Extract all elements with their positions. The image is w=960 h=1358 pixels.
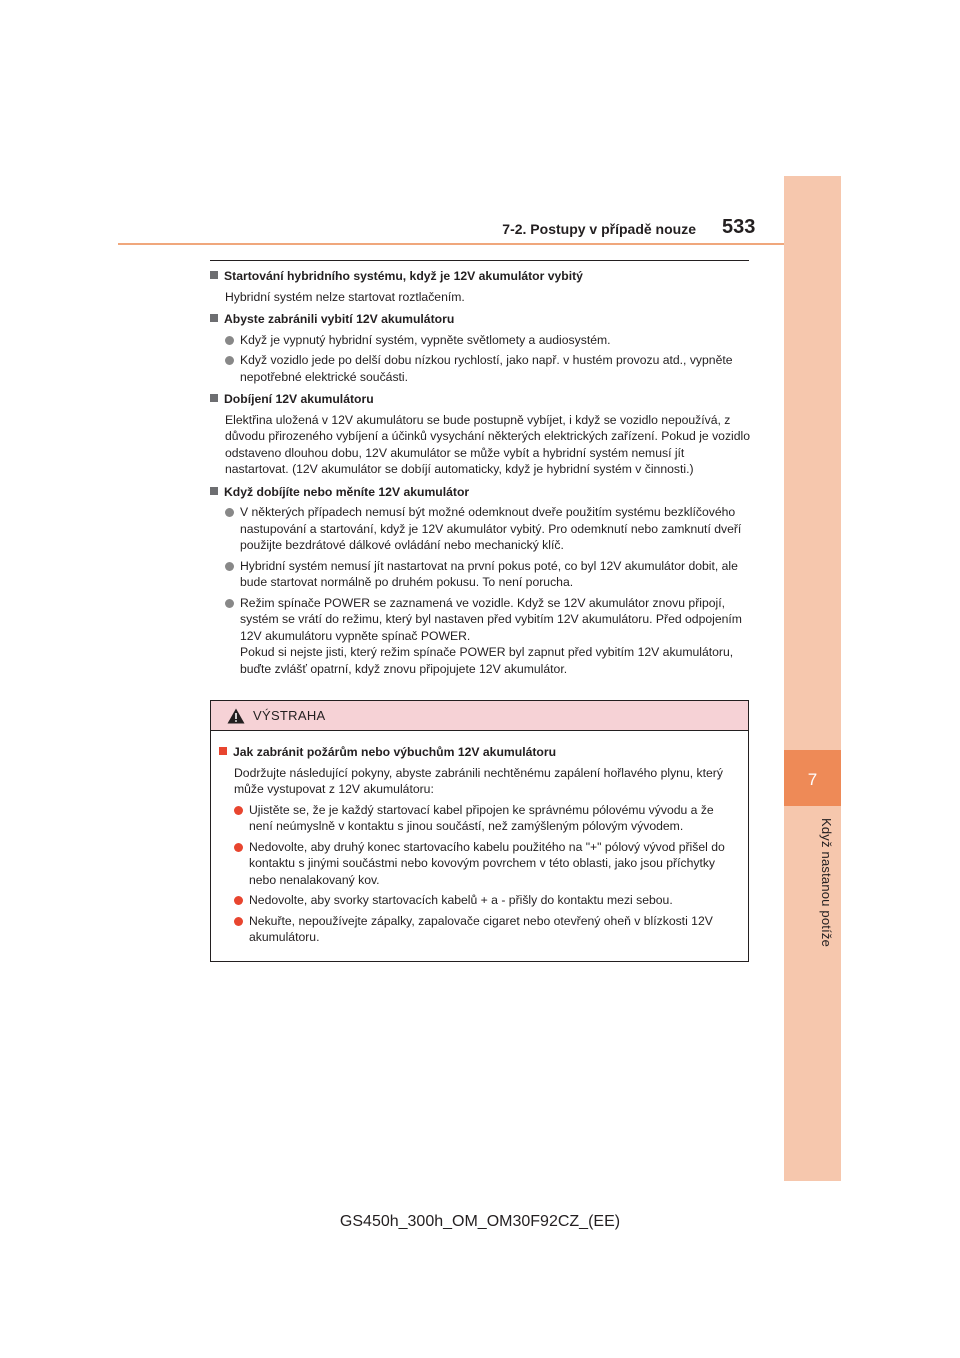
list-item [210,504,750,554]
warning-item [219,802,740,835]
square-bullet-icon [210,487,218,495]
list-item-text: Když je vypnutý hybridní systém, vypněte světlomety a audiosystém. [240,332,611,347]
circle-bullet-icon [225,356,234,365]
document-code: GS450h_300h_OM_OM30F92CZ_(EE) [339,1213,621,1230]
list-item [210,558,750,591]
warning-item-text: Nedovolte, aby druhý konec startovacího kabelu použitého na "+" pólový vývod přišel do kontaktu s jinými součástmi nebo kovovým povrchem v této oblasti, jako jsou příchytky nebo nenalakovaný kov. [249,839,725,887]
warning-box [210,700,749,962]
main-content [210,268,750,677]
square-bullet-icon [210,314,218,322]
warning-item-text: Nedovolte, aby svorky startovacích kabelů + a - přišly do kontaktu mezi sebou. [249,893,673,907]
side-tab [784,176,841,1181]
list-item [210,352,750,385]
warning-item [219,913,740,946]
warning-item [219,839,740,889]
list-item-text: V některých případech nemusí být možné odemknout dveře použitím systému bezklíčového nastupování a startování, když je 12V akumulátor vybitý. Pro odemknutí nebo zamknutí dveří použijte bezdrátové dálkové ovládání nebo mechanický klíč. [240,505,742,552]
content-rule [210,260,749,261]
heading-text: Abyste zabránili vybití 12V akumulátoru [224,312,455,326]
square-bullet-icon [210,394,218,402]
paragraph: Elektřina uložená v 12V akumulátoru se bude postupně vybíjet, i když se vozidlo nepoužívá, z důvodu přirozeného vybíjení a účinků vysychání některých elektrických zařízení. Pokud je vozidlo odstaveno dlouhou dobu, 12V akumulátor se může vybít a hybridní systém nemusí jít nastartovat. (12V akumulátor se dobíjí automaticky, když je hybridní systém v činnosti.) [225,412,751,476]
warning-item-text: Nekuřte, nepoužívejte zápalky, zapalovače cigaret nebo otevřený oheň v blízkosti 12V akumulátoru. [249,913,713,944]
circle-bullet-icon [225,336,234,345]
section-heading [210,391,750,408]
heading-text: Jak zabránit požárům nebo výbuchům 12V akumulátoru [233,745,557,759]
warning-header [211,701,748,731]
circle-bullet-icon [225,508,234,517]
header-rule [118,243,784,245]
circle-bullet-icon [234,806,243,815]
warning-heading [219,744,740,761]
list-item [210,595,750,678]
section-heading [210,311,750,328]
heading-text: Dobíjení 12V akumulátoru [224,392,374,406]
circle-bullet-icon [225,599,234,608]
heading-text: Startování hybridního systému, když je 12V akumulátor vybitý [224,269,583,283]
warning-item-text: Ujistěte se, že je každý startovací kabel připojen ke správnému pólovému vývodu a že není neúmyslně v kontaktu s jinou součástí, než zamýšleným pólovým vývodem. [249,802,714,833]
circle-bullet-icon [225,562,234,571]
list-item [210,332,750,349]
chapter-label: Když nastanou potíže [819,818,834,948]
warning-intro: Dodržujte následující pokyny, abyste zabránili nechtěnému zapálení hořlavého plynu, který může vystupovat z 12V akumulátoru: [234,765,723,796]
warning-body [211,731,748,946]
section-heading [210,484,750,501]
paragraph: Hybridní systém nelze startovat roztlačením. [225,289,465,304]
page-number: 533 [722,216,756,238]
warning-item [219,892,740,909]
circle-bullet-icon [234,896,243,905]
chapter-number: 7 [784,750,841,806]
square-bullet-icon [210,271,218,279]
section-title: 7-2. Postupy v případě nouze [502,221,696,237]
list-item-text: Režim spínače POWER se zaznamená ve vozidle. Když se 12V akumulátor znovu připojí, systém se vrátí do režimu, který byl nastaven před vybitím 12V akumulátoru. Před odpojením 12V akumulátoru vypněte spínač POWER. Pokud si nejste jisti, který režim spínače POWER byl zapnut před vybitím 12V akumulátoru, buďte zvlášť opatrní, když znovu připojujete 12V akumulátor. [240,595,742,676]
list-item-text: Když vozidlo jede po delší dobu nízkou rychlostí, jako např. v hustém provozu atd., vypněte nepotřebné elektrické součásti. [240,353,733,384]
heading-text: Když dobíjíte nebo měníte 12V akumulátor [224,484,470,499]
circle-bullet-icon [234,917,243,926]
circle-bullet-icon [234,843,243,852]
list-item-text: Hybridní systém nemusí jít nastartovat na první pokus poté, co byl 12V akumulátor dobit, ale bude startovat normálně po druhém pokusu. To není porucha. [240,558,738,589]
section-heading [210,268,750,285]
warning-triangle-icon [227,708,245,724]
warning-title: VÝSTRAHA [253,708,326,723]
square-bullet-icon [219,747,227,755]
